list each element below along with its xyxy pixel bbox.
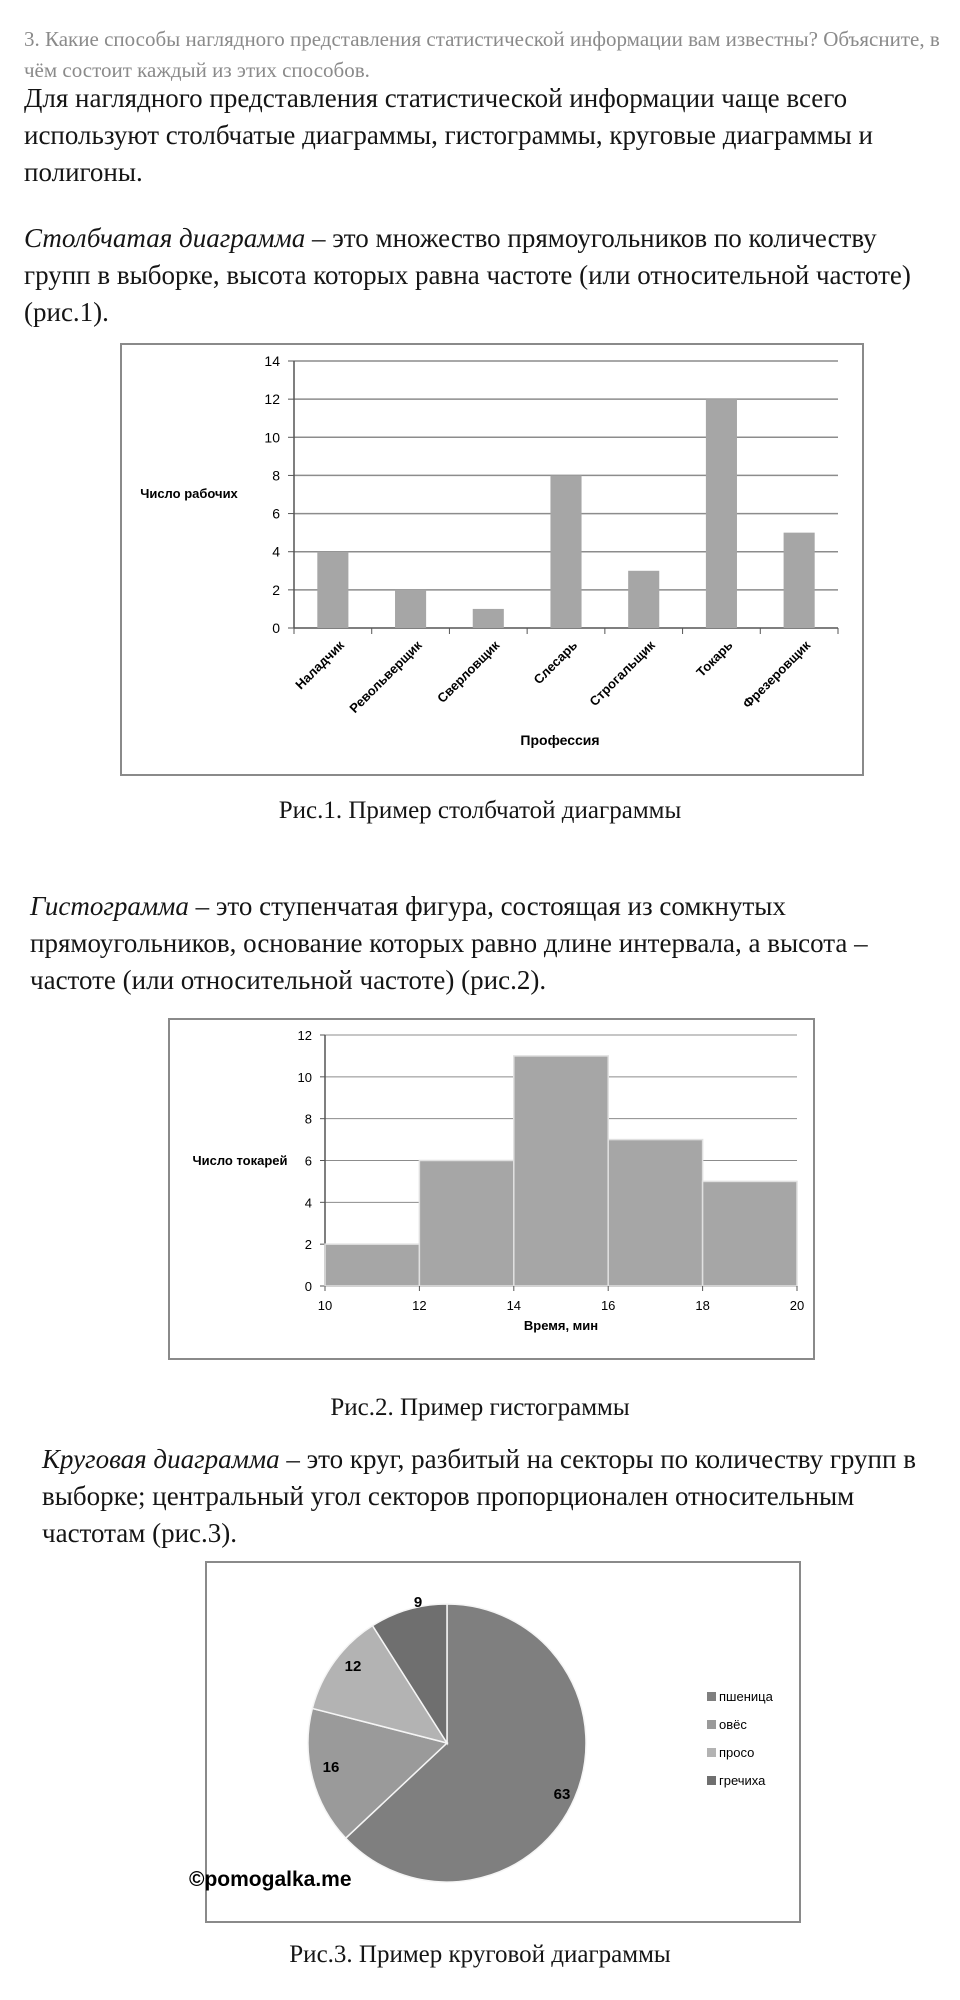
bar-category-label-7: Фрезеровщик — [739, 637, 814, 712]
bar-3 — [473, 609, 504, 628]
bar-chart — [120, 343, 864, 776]
hist-x-tick-label-3: 16 — [600, 1298, 616, 1313]
bar-y-tick-label-5: 10 — [264, 429, 280, 446]
hist-y-tick-label-2: 4 — [304, 1195, 312, 1211]
bar-6 — [706, 399, 737, 628]
pie-legend-swatch-2 — [707, 1720, 716, 1729]
fig1-caption: Рис.1. Пример столбчатой диаграммы — [278, 797, 682, 824]
pie-legend-swatch-3 — [707, 1748, 716, 1757]
hist-y-tick-label-6: 12 — [297, 1028, 312, 1043]
bar-y-tick-label-2: 4 — [272, 543, 280, 560]
hist-y-tick-label-0: 0 — [304, 1279, 312, 1294]
bar-y-tick-label-3: 6 — [272, 505, 280, 522]
pie-legend-swatch-1 — [707, 1692, 716, 1701]
hist-bar-1 — [325, 1244, 419, 1286]
pie-data-label-1: 63 — [553, 1786, 571, 1803]
bar-1 — [317, 552, 348, 628]
bar-category-label-2: Револьверщик — [346, 637, 425, 716]
hist-y-tick-label-3: 6 — [304, 1153, 312, 1169]
hist-definition: – это ступенчатая фигура, состоящая из сомкнутых прямоугольников, основание которых равно длине интервала, а высота – частоте (или относительной частоте) (рис.2). — [30, 891, 868, 995]
pie-definition: – это круг, разбитый на секторы по количеству групп в выборке; центральный угол секторов пропорционален относительным частотам (рис.3). — [42, 1444, 916, 1548]
hist-x-axis-title: Время, мин — [523, 1318, 599, 1333]
bar-x-axis-title: Профессия — [520, 732, 600, 748]
pie-chart — [189, 1561, 801, 1923]
pie-definition-paragraph — [42, 1441, 942, 1552]
bar-definition-paragraph — [24, 220, 939, 331]
hist-x-tick-label-4: 18 — [695, 1298, 710, 1313]
hist-y-tick-label-4: 8 — [304, 1111, 312, 1127]
histogram-svg — [170, 1020, 817, 1362]
fig3-caption: Рис.3. Пример круговой диаграммы — [289, 1941, 671, 1968]
hist-bar-3 — [514, 1056, 608, 1286]
hist-x-tick-label-1: 12 — [412, 1298, 427, 1313]
pie-legend-label-4: гречиха — [719, 1773, 766, 1788]
bar-term: Столбчатая диаграмма — [24, 223, 306, 253]
hist-y-axis-title: Число токарей — [192, 1153, 288, 1168]
hist-bar-4 — [608, 1140, 702, 1286]
bar-7 — [784, 533, 815, 628]
bar-definition: – это множество прямоугольников по количеству групп в выборке, высота которых равна частоте (или относительной частоте) (рис.1). — [24, 223, 911, 327]
question-text: 3. Какие способы наглядного представления статистической информации вам известны? Объясните, в чём состоит каждый из этих способов. — [24, 27, 940, 82]
hist-y-tick-label-1: 2 — [304, 1237, 312, 1253]
bar-chart-svg — [122, 345, 866, 778]
hist-term: Гистограмма — [30, 891, 189, 921]
hist-x-tick-label-5: 20 — [789, 1298, 805, 1313]
pie-legend-label-3: просо — [719, 1745, 755, 1760]
bar-category-label-1: Наладчик — [292, 637, 347, 693]
bar-2 — [395, 590, 426, 628]
bar-category-label-4: Слесарь — [530, 637, 581, 688]
pie-legend-label-2: овёс — [719, 1717, 747, 1732]
pie-data-label-4: 9 — [413, 1594, 423, 1611]
bar-5 — [628, 571, 659, 628]
bar-y-tick-label-7: 14 — [264, 353, 280, 369]
intro-paragraph: Для наглядного представления статистической информации чаще всего используют столбчатые диаграммы, гистограммы, круговые диаграммы и полигоны. — [24, 83, 873, 187]
bar-y-tick-label-1: 2 — [272, 581, 280, 598]
hist-definition-paragraph — [30, 888, 930, 999]
hist-x-tick-label-0: 10 — [317, 1298, 333, 1313]
hist-x-tick-label-2: 14 — [506, 1298, 522, 1313]
hist-bar-5 — [703, 1181, 797, 1286]
hist-bar-2 — [419, 1161, 513, 1287]
bar-category-label-5: Строгальщик — [586, 637, 658, 709]
watermark: ©pomogalka.me — [189, 1868, 352, 1891]
bar-y-axis-title: Число рабочих — [140, 486, 238, 501]
fig2-caption: Рис.2. Пример гистограммы — [330, 1394, 630, 1421]
pie-data-label-2: 16 — [322, 1759, 340, 1776]
pie-legend-swatch-4 — [707, 1776, 716, 1785]
hist-y-tick-label-5: 10 — [297, 1069, 312, 1085]
bar-category-label-3: Сверловщик — [434, 637, 503, 706]
bar-4 — [550, 475, 581, 628]
bar-y-tick-label-6: 12 — [264, 391, 280, 408]
bar-category-label-6: Токарь — [693, 637, 736, 680]
histogram-chart — [168, 1018, 815, 1360]
bar-y-tick-label-4: 8 — [272, 467, 280, 484]
pie-legend-label-1: пшеница — [719, 1689, 773, 1704]
pie-data-label-3: 12 — [344, 1658, 362, 1675]
bar-y-tick-label-0: 0 — [272, 620, 280, 636]
pie-term: Круговая диаграмма — [42, 1444, 280, 1474]
